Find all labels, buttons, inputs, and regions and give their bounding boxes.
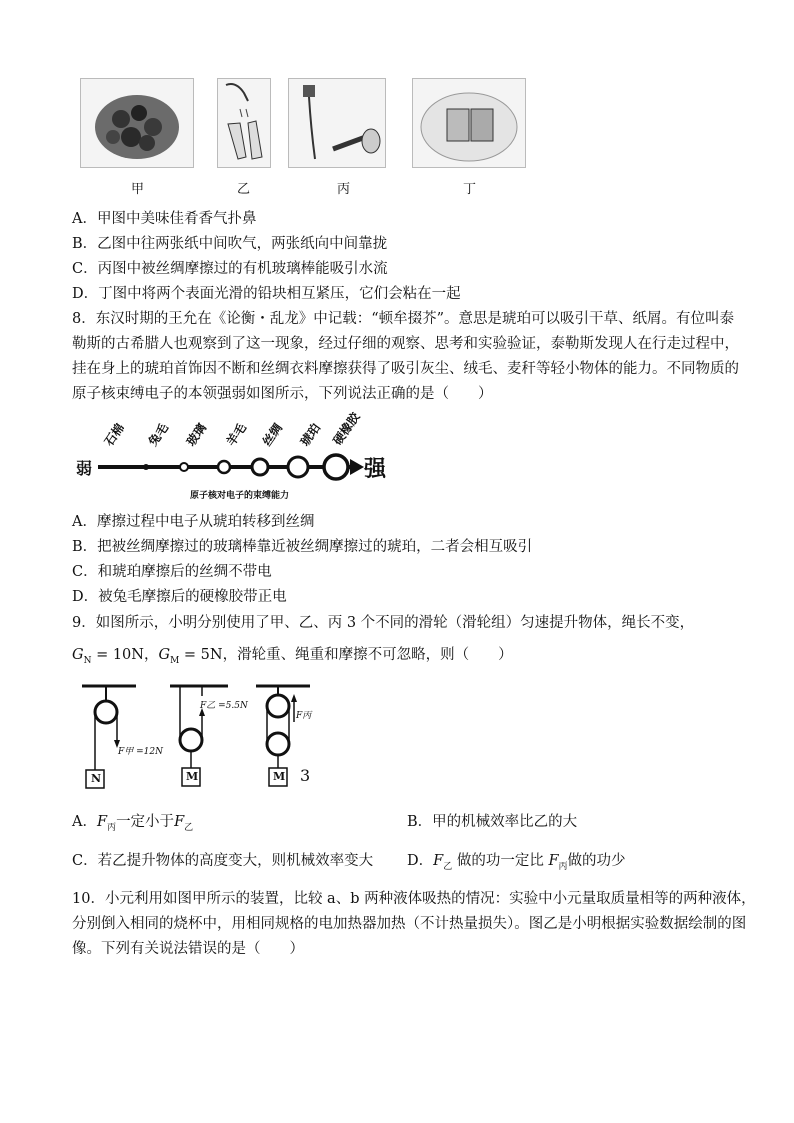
q10-stem-line-2: 分别倒入相同的烧杯中，用相同规格的电加热器加热（不计热量损失）。图乙是小明根据实验数据绘制的图 — [72, 916, 747, 932]
scale-caption: 原子核对电子的束缚能力 — [190, 491, 290, 501]
q9-option-b: B．甲的机械效率比乙的大 — [407, 814, 578, 830]
q8-stem-line-4: 原子核束缚电子的本领强弱如图所示，下列说法正确的是（ ） — [72, 386, 493, 402]
q9-option-c: C．若乙提升物体的高度变大，则机械效率变大 — [72, 853, 374, 869]
box-m2-label: M — [273, 770, 286, 783]
material-asbestos: 石棉 — [101, 420, 128, 449]
lead-blocks-icon — [413, 79, 525, 167]
q8-stem-line-1: 8．东汉时期的王允在《论衡・乱龙》中记载：“顿牟掇芥”。意思是琥珀可以吸引干草、纸屑。有位叫泰 — [72, 311, 735, 327]
q8-stem-line-3: 挂在身上的琥珀首饰因不断和丝绸衣料摩擦获得了吸引灰尘、绒毛、麦秆等轻小物体的能力。不同物质的 — [72, 361, 739, 377]
image-bing — [288, 78, 386, 168]
q8-option-a: A．摩擦过程中电子从琥珀转移到丝绸 — [72, 514, 315, 530]
q9-option-d: D．$F_乙$ 做的功一定比 $F_丙$做的功少 — [407, 853, 626, 872]
image-jia — [80, 78, 194, 168]
handwritten-mark: 3 — [300, 766, 311, 785]
electron-binding-scale — [72, 412, 392, 502]
material-hard-rubber: 硬橡胶 — [330, 410, 363, 448]
material-wool: 羊毛 — [223, 420, 250, 449]
caption-bing: 丙 — [337, 182, 351, 197]
q8-stem-line-2: 勒斯的古希腊人也观察到了这一现象，经过仔细的观察、思考和实验验证，泰勒斯发现人在行走过程中， — [72, 336, 739, 352]
force-bing-label: F丙 — [296, 711, 312, 721]
q7-option-c: C．丙图中被丝绸摩擦过的有机玻璃棒能吸引水流 — [72, 261, 388, 277]
q7-option-b: B．乙图中往两张纸中间吹气，两张纸向中间靠拢 — [72, 236, 388, 252]
pulley-figure — [72, 682, 332, 794]
material-rabbit-fur: 兔毛 — [145, 420, 172, 449]
image-ding — [412, 78, 526, 168]
q10-stem-line-1: 10．小元利用如图甲所示的装置，比较 a、b 两种液体吸热的情况：实验中小元量取质量相等的两种液体， — [72, 891, 756, 907]
glass-rod-water-icon — [289, 79, 385, 167]
scale-strong-label: 强 — [364, 456, 387, 482]
q10-stem-line-3: 像。下列有关说法错误的是（ ） — [72, 941, 304, 957]
material-silk: 丝绸 — [259, 420, 286, 449]
scale-weak-label: 弱 — [76, 459, 93, 478]
image-yi — [217, 78, 271, 168]
caption-yi: 乙 — [237, 182, 251, 197]
q8-option-c: C．和琥珀摩擦后的丝绸不带电 — [72, 564, 272, 580]
material-glass: 玻璃 — [183, 420, 210, 449]
box-m1-label: M — [186, 770, 199, 783]
box-n-label: N — [91, 772, 102, 785]
paper-blowing-icon — [218, 79, 270, 167]
q9-stem-line-2: $G_N = 10N$，$G_M = 5N$，滑轮重、绳重和摩擦不可忽略，则（ ） — [72, 647, 513, 666]
q8-option-b: B．把被丝绸摩擦过的玻璃棒靠近被丝绸摩擦过的琥珀，二者会相互吸引 — [72, 539, 533, 555]
q9-stem-line-1: 9．如图所示，小明分别使用了甲、乙、丙 3 个不同的滑轮（滑轮组）匀速提升物体，绳长不变， — [72, 615, 695, 631]
material-amber: 琥珀 — [297, 420, 324, 449]
q8-option-d: D．被兔毛摩擦后的硬橡胶带正电 — [72, 589, 287, 605]
caption-ding: 丁 — [463, 182, 477, 197]
food-dish-icon — [81, 79, 193, 167]
q7-option-a: A．甲图中美味佳肴香气扑鼻 — [72, 211, 257, 227]
force-jia-label: F甲 =12N — [118, 747, 163, 757]
caption-jia: 甲 — [131, 182, 145, 197]
q9-option-a: A．$F_丙$一定小于$F_乙$ — [72, 814, 194, 833]
q7-option-d: D．丁图中将两个表面光滑的铅块相互紧压，它们会粘在一起 — [72, 286, 461, 302]
force-yi-label: F乙 =5.5N — [200, 701, 248, 711]
